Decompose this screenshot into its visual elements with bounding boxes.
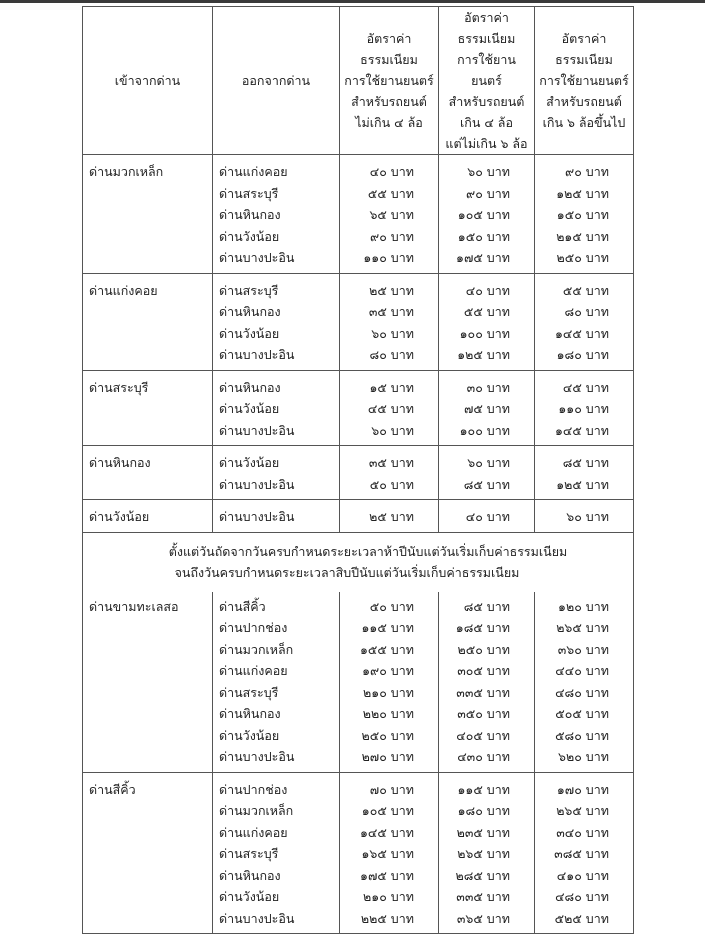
rate-up-to-4-wheels: ๑๑๐ บาท [363,250,414,265]
entry-checkpoint-cell [83,500,213,533]
rate-up-to-4-wheels: ๑๙๐ บาท [362,663,414,678]
rate-up-to-4-wheels: ๕๐ บาท [369,476,414,492]
exit-checkpoint: ด่านหินกอง [219,304,281,319]
rate-4-to-6-wheels: ๑๒๕ บาท [457,347,510,362]
rate-over-6-wheels-cell [535,592,634,773]
exit-checkpoint: ด่านหินกอง [219,207,281,222]
rate-over-6-wheels: ๒๑๕ บาท [556,228,609,244]
top-border [0,0,705,3]
table-group-row [83,446,634,500]
rate-over-6-wheels: ๓๖๐ บาท [557,641,609,657]
header-rate-over-6-wheels: อัตราค่าธรรมเนียม การใช้ยานยนตร์ สำหรับรถยนต์ เกิน ๖ ล้อขึ้นไป [535,7,634,155]
rate-over-6-wheels: ๔๘๐ บาท [555,889,609,904]
header-rate-up-to-4-wheels: อัตราค่าธรรมเนียม การใช้ยานยนตร์ สำหรับรถยนต์ ไม่เกิน ๔ ล้อ [340,7,439,155]
rate-over-6-wheels-cell [535,446,634,500]
exit-checkpoint: ด่านสระบุรี [219,684,279,700]
exit-checkpoint: ด่านวังน้อย [219,401,280,416]
rate-up-to-4-wheels: ๓๕ บาท [368,455,414,470]
exit-checkpoint: ด่านบางปะอิน [219,347,295,362]
toll-fee-table [82,6,634,934]
rate-up-to-4-wheels: ๘๐ บาท [369,347,414,362]
rate-up-to-4-wheels: ๙๐ บาท [370,228,414,244]
exit-checkpoint: ด่านปากช่อง [219,781,288,797]
rate-over-6-wheels: ๔๑๐ บาท [556,867,609,883]
rate-up-to-4-wheels: ๑๖๕ บาท [361,846,414,861]
exit-checkpoint: ด่านบางปะอิน [219,910,295,926]
rate-4-to-6-wheels: ๔๐๕ บาท [456,727,510,743]
rate-4-to-6-wheels: ๑๐๐ บาท [459,422,510,438]
rate-up-to-4-wheels-cell [340,592,439,773]
exit-checkpoint: ด่านวังน้อย [219,889,280,904]
rate-over-6-wheels-cell [535,772,634,934]
exit-checkpoint-cell [213,370,340,446]
table-group-row [83,592,634,773]
rate-over-6-wheels: ๘๕ บาท [562,455,609,470]
rate-up-to-4-wheels-cell [340,273,439,370]
exit-checkpoint-cell [213,592,340,773]
rate-4-to-6-wheels: ๑๐๕ บาท [457,207,510,222]
rate-up-to-4-wheels: ๖๐ บาท [371,325,414,341]
rate-over-6-wheels: ๑๕๐ บาท [556,207,609,222]
rate-4-to-6-wheels-cell [439,500,535,533]
exit-checkpoint: ด่านหินกอง [219,379,281,395]
rate-up-to-4-wheels: ๓๕ บาท [368,304,414,319]
period-note [83,532,634,592]
entry-checkpoint-cell [83,592,213,773]
rate-4-to-6-wheels: ๘๕ บาท [463,598,510,614]
exit-checkpoint: ด่านบางปะอิน [219,509,295,524]
exit-checkpoint: ด่านแก่งคอย [219,824,288,840]
entry-checkpoint-cell [83,772,213,934]
rate-over-6-wheels: ๑๔๕ บาท [554,422,609,438]
rate-up-to-4-wheels: ๖๐ บาท [371,422,414,438]
rate-over-6-wheels: ๑๗๐ บาท [556,781,609,797]
rate-over-6-wheels: ๑๒๐ บาท [558,598,609,614]
rate-over-6-wheels: ๒๖๕ บาท [556,620,609,635]
rate-over-6-wheels: ๔๕ บาท [562,379,609,395]
rate-over-6-wheels: ๕๘๐ บาท [555,727,609,743]
entry-checkpoint: ด่านสระบุรี [89,379,149,395]
rate-4-to-6-wheels: ๔๐ บาท [465,282,510,298]
rate-4-to-6-wheels: ๓๖๕ บาท [456,910,510,926]
exit-checkpoint-cell [213,500,340,533]
exit-checkpoint: ด่านวังน้อย [219,325,280,341]
entry-checkpoint-cell [83,273,213,370]
exit-checkpoint: ด่านสระบุรี [219,282,279,298]
exit-checkpoint: ด่านบางปะอิน [219,476,295,492]
rate-4-to-6-wheels: ๙๐ บาท [466,185,510,201]
rate-4-to-6-wheels: ๓๕๐ บาท [457,706,510,721]
exit-checkpoint: ด่านสระบุรี [219,846,279,861]
exit-checkpoint: ด่านแก่งคอย [219,663,288,678]
rate-4-to-6-wheels: ๔๐ บาท [465,509,510,524]
rate-up-to-4-wheels-cell [340,772,439,934]
entry-checkpoint-cell [83,446,213,500]
entry-checkpoint: ด่านขามทะเลสอ [89,598,179,614]
rate-over-6-wheels: ๕๒๕ บาท [554,910,609,926]
exit-checkpoint: ด่านหินกอง [219,706,281,721]
rate-up-to-4-wheels: ๗๐ บาท [369,781,414,797]
entry-checkpoint: ด่านหินกอง [89,455,151,470]
exit-checkpoint: ด่านบางปะอิน [219,422,295,438]
rate-4-to-6-wheels: ๓๐๕ บาท [457,663,510,678]
entry-checkpoint: ด่านแก่งคอย [89,282,158,298]
rate-4-to-6-wheels: ๓๓๕ บาท [456,889,510,904]
table-group-row [83,772,634,934]
rate-over-6-wheels: ๘๐ บาท [564,304,609,319]
rate-up-to-4-wheels: ๒๕ บาท [369,282,414,298]
rate-over-6-wheels: ๖๐ บาท [566,509,609,524]
exit-checkpoint-cell [213,155,340,274]
exit-checkpoint: ด่านมวกเหล็ก [219,803,294,818]
rate-over-6-wheels: ๓๘๕ บาท [554,846,609,861]
exit-checkpoint: ด่านวังน้อย [219,228,280,244]
table-group-row [83,155,634,274]
header-rate-4-to-6-wheels: อัตราค่าธรรมเนียม การใช้ยานยนตร์ สำหรับรถยนต์ เกิน ๔ ล้อ แต่ไม่เกิน ๖ ล้อ [439,7,535,155]
rate-4-to-6-wheels: ๓๓๕ บาท [456,684,510,700]
rate-over-6-wheels: ๑๒๕ บาท [556,476,609,492]
exit-checkpoint: ด่านปากช่อง [219,620,288,635]
rate-4-to-6-wheels: ๕๕ บาท [463,304,510,319]
exit-checkpoint-cell [213,273,340,370]
rate-up-to-4-wheels: ๑๕ บาท [369,379,414,395]
entry-checkpoint-cell [83,370,213,446]
rate-4-to-6-wheels: ๒๓๕ บาท [456,824,510,840]
rate-4-to-6-wheels: ๑๘๐ บาท [457,803,510,818]
rate-4-to-6-wheels: ๖๐ บาท [467,164,510,179]
rate-4-to-6-wheels: ๖๐ บาท [467,455,510,470]
table-group-row [83,500,634,533]
rate-4-to-6-wheels-cell [439,772,535,934]
rate-4-to-6-wheels: ๑๑๕ บาท [457,781,510,797]
exit-checkpoint: ด่านวังน้อย [219,727,280,743]
rate-4-to-6-wheels: ๘๕ บาท [463,476,510,492]
table-group-row [83,370,634,446]
exit-checkpoint: ด่านหินกอง [219,867,281,883]
rate-4-to-6-wheels-cell [439,446,535,500]
exit-checkpoint: ด่านวังน้อย [219,455,280,470]
rate-4-to-6-wheels-cell [439,273,535,370]
rate-4-to-6-wheels-cell [439,370,535,446]
entry-checkpoint: ด่านวังน้อย [89,509,150,524]
table-header-row [83,7,634,155]
rate-up-to-4-wheels: ๒๑๐ บาท [363,684,414,700]
exit-checkpoint: ด่านบางปะอิน [219,250,295,265]
rate-over-6-wheels-cell [535,155,634,274]
rate-over-6-wheels-cell [535,370,634,446]
period-note-line-1: ตั้งแต่วันถัดจากวันครบกำหนดระยะเวลาห้าปีนับแต่วันเริ่มเก็บค่าธรรมเนียม [168,543,568,559]
entry-checkpoint-cell [83,155,213,274]
exit-checkpoint: ด่านแก่งคอย [219,164,288,179]
rate-up-to-4-wheels: ๒๗๐ บาท [361,749,414,764]
rate-over-6-wheels: ๑๑๐ บาท [558,401,609,416]
rate-up-to-4-wheels-cell [340,155,439,274]
exit-checkpoint: ด่านสระบุรี [219,185,279,201]
rate-over-6-wheels: ๔๘๐ บาท [555,684,609,700]
rate-up-to-4-wheels: ๑๔๕ บาท [359,824,414,840]
rate-4-to-6-wheels: ๔๓๐ บาท [457,749,510,764]
rate-up-to-4-wheels: ๒๒๕ บาท [360,910,414,926]
rate-over-6-wheels: ๙๐ บาท [565,164,609,179]
rate-over-6-wheels: ๖๒๐ บาท [558,749,609,764]
rate-over-6-wheels: ๕๕ บาท [562,282,609,298]
rate-up-to-4-wheels: ๕๕ บาท [367,185,414,201]
period-note-row [83,532,634,592]
rate-up-to-4-wheels: ๔๐ บาท [369,164,414,179]
exit-checkpoint-cell [213,446,340,500]
rate-4-to-6-wheels: ๑๗๕ บาท [456,250,510,265]
rate-up-to-4-wheels-cell [340,446,439,500]
rate-over-6-wheels: ๔๔๐ บาท [555,663,609,678]
rate-over-6-wheels: ๑๒๕ บาท [556,185,609,201]
exit-checkpoint: ด่านสีคิ้ว [219,598,266,614]
rate-4-to-6-wheels: ๒๕๐ บาท [457,641,510,657]
rate-4-to-6-wheels: ๗๕ บาท [463,401,510,416]
rate-over-6-wheels: ๑๘๐ บาท [556,347,609,362]
rate-over-6-wheels: ๑๔๕ บาท [554,325,609,341]
rate-up-to-4-wheels-cell [340,500,439,533]
header-entry: เข้าจากด่าน [83,7,213,155]
rate-up-to-4-wheels: ๑๗๕ บาท [360,867,414,883]
rate-over-6-wheels: ๒๖๕ บาท [556,803,609,818]
rate-4-to-6-wheels-cell [439,592,535,773]
rate-up-to-4-wheels: ๒๒๐ บาท [362,706,414,721]
exit-checkpoint: ด่านมวกเหล็ก [219,641,294,657]
rate-up-to-4-wheels: ๒๑๐ บาท [363,889,414,904]
rate-up-to-4-wheels: ๔๕ บาท [367,401,414,416]
rate-up-to-4-wheels: ๒๕ บาท [369,509,414,524]
rate-up-to-4-wheels: ๕๐ บาท [369,598,414,614]
rate-up-to-4-wheels: ๑๐๕ บาท [361,803,414,818]
rate-over-6-wheels-cell [535,273,634,370]
rate-4-to-6-wheels: ๓๐ บาท [466,379,510,395]
header-exit: ออกจากด่าน [213,7,340,155]
rate-4-to-6-wheels: ๒๘๕ บาท [455,867,510,883]
rate-over-6-wheels: ๕๐๕ บาท [555,706,609,721]
entry-checkpoint: ด่านสีคิ้ว [89,781,136,797]
rate-up-to-4-wheels: ๑๕๕ บาท [359,641,414,657]
rate-up-to-4-wheels: ๒๕๐ บาท [361,727,414,743]
table-group-row [83,273,634,370]
rate-4-to-6-wheels: ๑๕๐ บาท [457,228,510,244]
rate-up-to-4-wheels-cell [340,370,439,446]
rate-up-to-4-wheels: ๑๑๕ บาท [361,620,414,635]
period-note-line-2: จนถึงวันครบกำหนดระยะเวลาสิบปีนับแต่วันเริ่มเก็บค่าธรรมเนียม [174,565,520,580]
rate-4-to-6-wheels: ๑๐๐ บาท [459,325,510,341]
rate-4-to-6-wheels: ๒๖๕ บาท [457,846,510,861]
rate-over-6-wheels: ๓๔๐ บาท [556,824,609,840]
rate-over-6-wheels-cell [535,500,634,533]
rate-4-to-6-wheels-cell [439,155,535,274]
exit-checkpoint-cell [213,772,340,934]
entry-checkpoint: ด่านมวกเหล็ก [89,164,164,179]
rate-up-to-4-wheels: ๖๕ บาท [369,207,414,222]
rate-4-to-6-wheels: ๑๘๕ บาท [455,620,510,635]
rate-over-6-wheels: ๒๕๐ บาท [556,250,609,265]
exit-checkpoint: ด่านบางปะอิน [219,749,295,764]
